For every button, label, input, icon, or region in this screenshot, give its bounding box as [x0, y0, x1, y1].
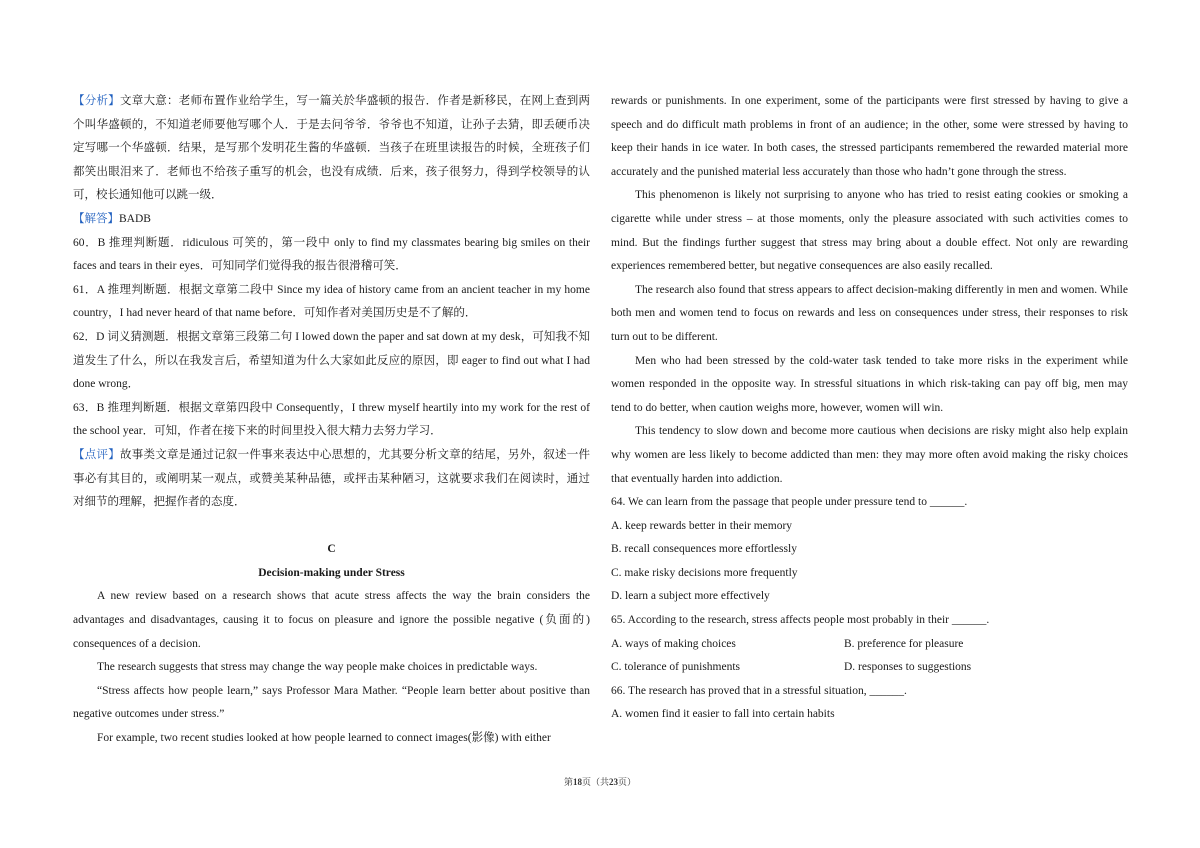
passage-paragraph-8: This tendency to slow down and become more cautious when decisions are risky might also help explain why women are less likely to become addicted than men: they may more often avoid making the risky choices that eventually harden into addiction.	[611, 425, 1128, 485]
question-65: 65. According to the research, stress affects people most probably in their ______.	[611, 614, 990, 627]
right-column	[611, 90, 1128, 727]
passage-paragraph-6: The research also found that stress appears to affect decision-making differently in men and women. While both men and women tend to focus on rewards and less on consequences under stress, their responses to risk turn out to be different.	[611, 283, 1128, 343]
question-64-option-c: C. make risky decisions more frequently	[611, 566, 798, 579]
question-65-option-b: B. preference for pleasure	[844, 637, 964, 650]
question-64: 64. We can learn from the passage that people under pressure tend to ______.	[611, 496, 968, 509]
section-label: C	[327, 543, 336, 556]
footer-total-pages: 23	[609, 777, 618, 787]
passage-paragraph-4-continued: rewards or punishments. In one experiment, some of the participants were first stressed by having to give a speech and do difficult math problems in front of an audience; in the other, some were stressed by having to keep their hands in ice water. In both cases, the stressed participants remembered the rewarded material more accurately and the punished material less accurately than those who hadn’t gone through the stress.	[611, 95, 1128, 178]
page-footer	[0, 775, 1200, 788]
spacer	[73, 515, 590, 539]
question-65-option-d: D. responses to suggestions	[844, 661, 972, 674]
question-65-option-c: C. tolerance of punishments	[611, 661, 741, 674]
analysis-text: 文章大意：老师布置作业给学生，写一篇关於华盛顿的报告．作者是新移民，在网上查到两个叫华盛顿的，不知道老师要他写哪个人．于是去问爷爷．爷爷也不知道，让孙子去猜，即丢硬币决定写哪一个华盛顿．结果，是写那个发明花生酱的华盛顿．当孩子在班里读报告的时候，全班孩子们都笑出眼泪来了．老师也不给孩子重写的机会，也没有成绩．后来，孩子很努力，得到学校领导的认可，校长通知他可以跳一级．	[73, 95, 591, 202]
answer-tag: 【解答】	[73, 212, 119, 225]
analysis-tag: 【分析】	[73, 95, 121, 107]
answer-text: BADB	[119, 212, 151, 225]
passage-paragraph-1: A new review based on a research shows that acute stress affects the way the brain considers the advantages and disadvantages, causing it to focus on pleasure and ignore the possible negative (负面的) consequences of a decision.	[73, 590, 590, 650]
question-66-option-a: A. women find it easier to fall into certain habits	[611, 708, 835, 721]
explanation-63: 63．B 推理判断题．根据文章第四段中 Consequently，I threw myself heartily into my work for the rest of the school year．可知，作者在接下来的时间里投入很大精力去努力学习．	[73, 401, 590, 438]
question-64-option-d: D. learn a subject more effectively	[611, 590, 770, 603]
left-column	[73, 90, 590, 751]
footer-mid: 页（共	[581, 777, 609, 787]
answer-paragraph	[73, 208, 590, 232]
question-64-option-b: B. recall consequences more effortlessly	[611, 543, 797, 556]
question-65-options-row-2	[611, 656, 1128, 680]
passage-paragraph-2: The research suggests that stress may change the way people make choices in predictable ways.	[97, 661, 538, 674]
footer-page-number: 18	[572, 777, 582, 787]
footer-prefix: 第	[563, 777, 573, 787]
question-65-options-row-1	[611, 633, 1128, 657]
question-65-option-a: A. ways of making choices	[611, 637, 736, 650]
passage-paragraph-3: “Stress affects how people learn,” says Professor Mara Mather. “People learn better about positive than negative outcomes under stress.”	[73, 684, 590, 721]
explanation-60: 60．B 推理判断题．ridiculous 可笑的，第一段中 only to find my classmates bearing big smiles on their faces and tears in their eyes．可知同学们觉得我的报告很滑稽可笑．	[73, 236, 590, 273]
comment-text: 故事类文章是通过记叙一件事来表达中心思想的，尤其要分析文章的结尾，另外，叙述一件事必有其目的，或阐明某一观点，或赞美某种品德，或抨击某种陋习，这就要求我们在阅读时，通过对细节的理解，把握作者的态度．	[73, 448, 591, 509]
question-66: 66. The research has proved that in a stressful situation, ______.	[611, 684, 907, 697]
comment-tag: 【点评】	[73, 448, 121, 461]
passage-paragraph-5: This phenomenon is likely not surprising to anyone who has tried to resist eating cookies or smoking a cigarette while under stress – at those moments, only the pleasure associated with such activities comes to mind. But the findings further suggest that stress may bring about a double effect. Not only are rewarding experiences remembered better, but negative consequences are also easily recalled.	[611, 189, 1128, 273]
explanation-61: 61．A 推理判断题．根据文章第二段中 Since my idea of history came from an ancient teacher in my home country，I had never heard of that name before．可知作者对美国历史是不了解的．	[73, 283, 590, 320]
footer-suffix: 页）	[618, 777, 637, 787]
analysis-paragraph	[73, 90, 590, 208]
passage-title: Decision-making under Stress	[258, 566, 405, 579]
passage-paragraph-7: Men who had been stressed by the cold-water task tended to take more risks in the experiment while women responded in the opposite way. In stressful situations in which risk-taking can pay off big, men may tend to do better, when caution weighs more, however, women will win.	[611, 354, 1128, 414]
passage-paragraph-4: For example, two recent studies looked at how people learned to connect images(影像) with either	[97, 732, 551, 745]
question-64-option-a: A. keep rewards better in their memory	[611, 519, 793, 532]
comment-paragraph	[73, 444, 590, 515]
explanation-62: 62．D 词义猜测题．根据文章第三段第二句 I lowed down the paper and sat down at my desk，可知我不知道发生了什么，所以在我发言后，希望知道为什么大家如此反应的原因，即 eager to find out what I had done wrong．	[73, 330, 590, 391]
